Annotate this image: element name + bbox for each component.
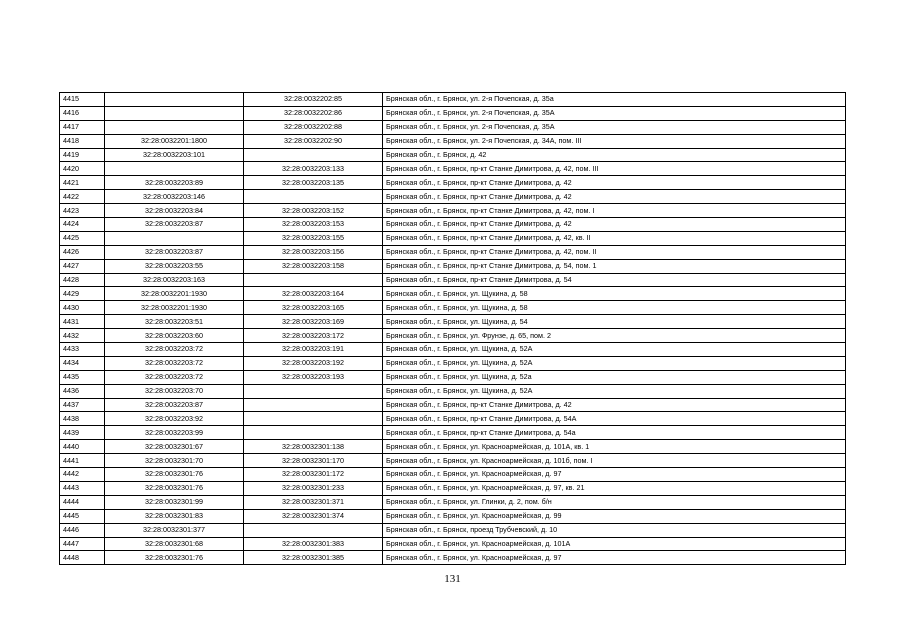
cadastral-number-premises-cell: 32:28:0032203:172 [244, 329, 383, 343]
row-number-cell: 4429 [60, 287, 105, 301]
address-cell: Брянская обл., г. Брянск, пр-кт Станке Димитрова, д. 42, пом. I [383, 204, 846, 218]
cadastral-number-land-cell: 32:28:0032203:146 [105, 190, 244, 204]
cadastral-number-land-cell: 32:28:0032203:55 [105, 259, 244, 273]
address-cell: Брянская обл., г. Брянск, д. 42 [383, 148, 846, 162]
row-number-cell: 4433 [60, 343, 105, 357]
table-row [60, 426, 846, 440]
row-number-cell: 4425 [60, 231, 105, 245]
cadastral-number-premises-cell: 32:28:0032203:133 [244, 162, 383, 176]
address-cell: Брянская обл., г. Брянск, ул. Фрунзе, д. 65, пом. 2 [383, 329, 846, 343]
cadastral-number-land-cell: 32:28:0032301:83 [105, 509, 244, 523]
address-cell: Брянская обл., г. Брянск, пр-кт Станке Димитрова, д. 42 [383, 176, 846, 190]
row-number-cell: 4423 [60, 204, 105, 218]
address-cell: Брянская обл., г. Брянск, пр-кт Станке Димитрова, д. 42, кв. II [383, 231, 846, 245]
address-cell: Брянская обл., г. Брянск, ул. Красноармейская, д. 101А [383, 537, 846, 551]
table-row [60, 148, 846, 162]
address-cell: Брянская обл., г. Брянск, пр-кт Станке Димитрова, д. 54 [383, 273, 846, 287]
cadastral-number-land-cell: 32:28:0032201:1930 [105, 301, 244, 315]
cadastral-number-land-cell: 32:28:0032203:84 [105, 204, 244, 218]
row-number-cell: 4446 [60, 523, 105, 537]
page-number: 131 [444, 573, 461, 585]
table-row [60, 176, 846, 190]
cadastral-number-premises-cell [244, 523, 383, 537]
address-cell: Брянская обл., г. Брянск, пр-кт Станке Димитрова, д. 42, пом. II [383, 245, 846, 259]
cadastral-number-land-cell: 32:28:0032203:60 [105, 329, 244, 343]
row-number-cell: 4434 [60, 356, 105, 370]
address-cell: Брянская обл., г. Брянск, ул. Красноармейская, д. 99 [383, 509, 846, 523]
address-cell: Брянская обл., г. Брянск, пр-кт Станке Димитрова, д. 42 [383, 398, 846, 412]
cadastral-number-premises-cell [244, 398, 383, 412]
address-cell: Брянская обл., г. Брянск, ул. Красноармейская, д. 101А, кв. 1 [383, 440, 846, 454]
address-cell: Брянская обл., г. Брянск, ул. Красноармейская, д. 97 [383, 551, 846, 565]
cadastral-number-land-cell [105, 93, 244, 107]
table-row [60, 301, 846, 315]
registry-table-body [60, 93, 846, 565]
address-cell: Брянская обл., г. Брянск, ул. Щукина, д. 58 [383, 301, 846, 315]
table-row [60, 523, 846, 537]
address-cell: Брянская обл., г. Брянск, ул. Красноармейская, д. 101б, пом. I [383, 454, 846, 468]
address-cell: Брянская обл., г. Брянск, ул. Щукина, д. 58 [383, 287, 846, 301]
row-number-cell: 4436 [60, 384, 105, 398]
cadastral-number-premises-cell [244, 384, 383, 398]
cadastral-number-land-cell: 32:28:0032203:99 [105, 426, 244, 440]
table-row [60, 356, 846, 370]
row-number-cell: 4447 [60, 537, 105, 551]
cadastral-number-premises-cell [244, 412, 383, 426]
row-number-cell: 4431 [60, 315, 105, 329]
row-number-cell: 4432 [60, 329, 105, 343]
address-cell: Брянская обл., г. Брянск, ул. Щукина, д. 52А [383, 343, 846, 357]
cadastral-number-land-cell: 32:28:0032203:72 [105, 370, 244, 384]
cadastral-number-premises-cell: 32:28:0032203:164 [244, 287, 383, 301]
address-cell: Брянская обл., г. Брянск, пр-кт Станке Димитрова, д. 42, пом. III [383, 162, 846, 176]
table-row [60, 398, 846, 412]
row-number-cell: 4440 [60, 440, 105, 454]
table-row [60, 481, 846, 495]
cadastral-number-premises-cell: 32:28:0032203:192 [244, 356, 383, 370]
table-row [60, 259, 846, 273]
row-number-cell: 4418 [60, 134, 105, 148]
address-cell: Брянская обл., г. Брянск, пр-кт Станке Димитрова, д. 54, пом. 1 [383, 259, 846, 273]
cadastral-number-premises-cell: 32:28:0032301:385 [244, 551, 383, 565]
cadastral-number-land-cell: 32:28:0032301:68 [105, 537, 244, 551]
cadastral-number-land-cell: 32:28:0032301:76 [105, 468, 244, 482]
address-cell: Брянская обл., г. Брянск, ул. Щукина, д. 52А [383, 384, 846, 398]
address-cell: Брянская обл., г. Брянск, проезд Трубчевский, д. 10 [383, 523, 846, 537]
row-number-cell: 4442 [60, 468, 105, 482]
cadastral-number-premises-cell: 32:28:0032301:383 [244, 537, 383, 551]
cadastral-number-premises-cell: 32:28:0032301:374 [244, 509, 383, 523]
row-number-cell: 4416 [60, 106, 105, 120]
cadastral-number-land-cell: 32:28:0032203:51 [105, 315, 244, 329]
address-cell: Брянская обл., г. Брянск, ул. Щукина, д. 54 [383, 315, 846, 329]
table-row [60, 454, 846, 468]
table-row [60, 551, 846, 565]
cadastral-number-land-cell: 32:28:0032203:101 [105, 148, 244, 162]
table-row [60, 440, 846, 454]
cadastral-number-land-cell [105, 106, 244, 120]
cadastral-number-land-cell: 32:28:0032201:1930 [105, 287, 244, 301]
row-number-cell: 4419 [60, 148, 105, 162]
cadastral-number-premises-cell: 32:28:0032203:135 [244, 176, 383, 190]
row-number-cell: 4415 [60, 93, 105, 107]
cadastral-number-land-cell: 32:28:0032301:377 [105, 523, 244, 537]
table-row [60, 190, 846, 204]
property-registry-table [59, 92, 846, 565]
row-number-cell: 4421 [60, 176, 105, 190]
cadastral-number-premises-cell: 32:28:0032202:86 [244, 106, 383, 120]
table-row [60, 370, 846, 384]
table-row [60, 120, 846, 134]
cadastral-number-land-cell: 32:28:0032203:87 [105, 218, 244, 232]
address-cell: Брянская обл., г. Брянск, ул. 2-я Почепская, д. 35А [383, 120, 846, 134]
table-row [60, 218, 846, 232]
cadastral-number-land-cell: 32:28:0032203:72 [105, 356, 244, 370]
cadastral-number-premises-cell: 32:28:0032301:172 [244, 468, 383, 482]
table-row [60, 273, 846, 287]
address-cell: Брянская обл., г. Брянск, ул. 2-я Почепская, д. 35А [383, 106, 846, 120]
cadastral-number-premises-cell: 32:28:0032203:191 [244, 343, 383, 357]
cadastral-number-premises-cell: 32:28:0032203:169 [244, 315, 383, 329]
cadastral-number-land-cell: 32:28:0032301:76 [105, 551, 244, 565]
address-cell: Брянская обл., г. Брянск, ул. Красноармейская, д. 97 [383, 468, 846, 482]
cadastral-number-land-cell [105, 162, 244, 176]
row-number-cell: 4428 [60, 273, 105, 287]
address-cell: Брянская обл., г. Брянск, ул. 2-я Почепская, д. 34А, пом. III [383, 134, 846, 148]
cadastral-number-premises-cell [244, 273, 383, 287]
address-cell: Брянская обл., г. Брянск, ул. 2-я Почепская, д. 35а [383, 93, 846, 107]
cadastral-number-premises-cell: 32:28:0032203:193 [244, 370, 383, 384]
table-row [60, 537, 846, 551]
cadastral-number-land-cell [105, 231, 244, 245]
cadastral-number-premises-cell: 32:28:0032203:155 [244, 231, 383, 245]
row-number-cell: 4430 [60, 301, 105, 315]
cadastral-number-land-cell: 32:28:0032203:87 [105, 398, 244, 412]
row-number-cell: 4435 [60, 370, 105, 384]
cadastral-number-premises-cell [244, 426, 383, 440]
cadastral-number-premises-cell: 32:28:0032203:158 [244, 259, 383, 273]
row-number-cell: 4441 [60, 454, 105, 468]
cadastral-number-land-cell: 32:28:0032203:72 [105, 343, 244, 357]
cadastral-number-land-cell: 32:28:0032203:92 [105, 412, 244, 426]
row-number-cell: 4420 [60, 162, 105, 176]
cadastral-number-premises-cell: 32:28:0032203:153 [244, 218, 383, 232]
address-cell: Брянская обл., г. Брянск, пр-кт Станке Димитрова, д. 42 [383, 218, 846, 232]
cadastral-number-land-cell: 32:28:0032301:67 [105, 440, 244, 454]
table-row [60, 329, 846, 343]
row-number-cell: 4443 [60, 481, 105, 495]
row-number-cell: 4417 [60, 120, 105, 134]
cadastral-number-land-cell [105, 120, 244, 134]
row-number-cell: 4445 [60, 509, 105, 523]
cadastral-number-premises-cell: 32:28:0032301:371 [244, 495, 383, 509]
table-row [60, 287, 846, 301]
table-row [60, 162, 846, 176]
cadastral-number-land-cell: 32:28:0032301:99 [105, 495, 244, 509]
table-row [60, 134, 846, 148]
cadastral-number-premises-cell: 32:28:0032301:138 [244, 440, 383, 454]
cadastral-number-land-cell: 32:28:0032203:163 [105, 273, 244, 287]
address-cell: Брянская обл., г. Брянск, ул. Щукина, д. 52А [383, 356, 846, 370]
table-row [60, 231, 846, 245]
row-number-cell: 4422 [60, 190, 105, 204]
table-row [60, 384, 846, 398]
table-row [60, 245, 846, 259]
cadastral-number-premises-cell: 32:28:0032202:90 [244, 134, 383, 148]
cadastral-number-land-cell: 32:28:0032301:76 [105, 481, 244, 495]
table-row [60, 315, 846, 329]
cadastral-number-premises-cell: 32:28:0032203:165 [244, 301, 383, 315]
cadastral-number-premises-cell: 32:28:0032301:170 [244, 454, 383, 468]
address-cell: Брянская обл., г. Брянск, пр-кт Станке Димитрова, д. 42 [383, 190, 846, 204]
row-number-cell: 4427 [60, 259, 105, 273]
cadastral-number-land-cell: 32:28:0032203:89 [105, 176, 244, 190]
table-row [60, 495, 846, 509]
cadastral-number-land-cell: 32:28:0032201:1800 [105, 134, 244, 148]
row-number-cell: 4439 [60, 426, 105, 440]
table-row [60, 412, 846, 426]
row-number-cell: 4444 [60, 495, 105, 509]
table-row [60, 106, 846, 120]
cadastral-number-premises-cell: 32:28:0032301:233 [244, 481, 383, 495]
table-row [60, 343, 846, 357]
cadastral-number-premises-cell: 32:28:0032202:88 [244, 120, 383, 134]
cadastral-number-premises-cell: 32:28:0032203:152 [244, 204, 383, 218]
address-cell: Брянская обл., г. Брянск, пр-кт Станке Димитрова, д. 54а [383, 426, 846, 440]
cadastral-number-land-cell: 32:28:0032203:87 [105, 245, 244, 259]
row-number-cell: 4438 [60, 412, 105, 426]
cadastral-number-premises-cell [244, 148, 383, 162]
address-cell: Брянская обл., г. Брянск, пр-кт Станке Димитрова, д. 54А [383, 412, 846, 426]
row-number-cell: 4448 [60, 551, 105, 565]
cadastral-number-premises-cell: 32:28:0032203:156 [244, 245, 383, 259]
address-cell: Брянская обл., г. Брянск, ул. Щукина, д. 52а [383, 370, 846, 384]
cadastral-number-premises-cell: 32:28:0032202:85 [244, 93, 383, 107]
row-number-cell: 4424 [60, 218, 105, 232]
table-row [60, 204, 846, 218]
cadastral-number-premises-cell [244, 190, 383, 204]
table-row [60, 468, 846, 482]
table-row [60, 509, 846, 523]
table-row [60, 93, 846, 107]
address-cell: Брянская обл., г. Брянск, ул. Глинки, д. 2, пом. б/н [383, 495, 846, 509]
cadastral-number-land-cell: 32:28:0032203:70 [105, 384, 244, 398]
row-number-cell: 4426 [60, 245, 105, 259]
row-number-cell: 4437 [60, 398, 105, 412]
address-cell: Брянская обл., г. Брянск, ул. Красноармейская, д. 97, кв. 21 [383, 481, 846, 495]
cadastral-number-land-cell: 32:28:0032301:70 [105, 454, 244, 468]
